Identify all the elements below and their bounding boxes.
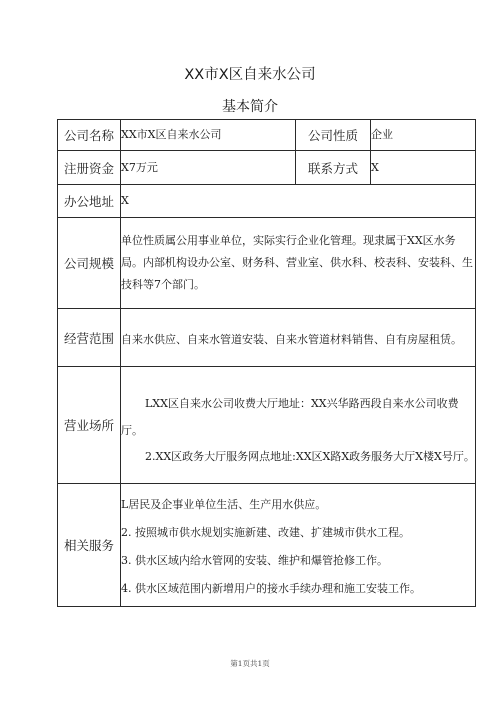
capital-value: X7万元: [121, 151, 296, 185]
document-subtitle: 基本简介: [222, 99, 278, 115]
business-hall-value: [121, 367, 476, 484]
business-hall-item: LXX区自来水公司收费大厅地址：XX兴华路西段自来水公司收费厅。: [121, 397, 459, 437]
operations-value: 自来水供应、自来水管道安装、自来水管道材料销售、自有房屋租赁。: [121, 309, 476, 367]
row-address: [58, 185, 476, 218]
company-info-table: [57, 119, 476, 607]
business-hall-item: 2.XX区政务大厅服务网点地址:XX区X路X政务服务大厅X楼X号厅。: [145, 450, 475, 464]
contact-value: X: [371, 151, 476, 185]
operations-label: 经营范围: [58, 309, 121, 367]
services-value: [121, 484, 476, 607]
service-item: 2. 按照城市供水规划实施新建、改建、扩建城市供水工程。: [121, 525, 410, 539]
service-item: 4. 供水区域范围内新增用户的接水手续办理和施工安装工作。: [121, 581, 421, 595]
row-scale: [58, 218, 476, 309]
service-item: L居民及企事业单位生活、生产用水供应。: [121, 497, 327, 511]
company-nature-label: 公司性质: [296, 120, 371, 151]
services-label: 相关服务: [58, 484, 121, 607]
scale-label: 公司规模: [58, 218, 121, 309]
row-services: [58, 484, 476, 607]
row-company-name: [58, 120, 476, 151]
scale-value: 单位性质属公用事业单位，实际实行企业化管理。现隶属于XX区水务局。内部机构设办公室、财务科、营业室、供水科、校表科、安装科、生技科等7个部门。: [121, 218, 476, 309]
company-name-label: 公司名称: [58, 120, 121, 151]
row-capital: [58, 151, 476, 185]
contact-label: 联系方式: [296, 151, 371, 185]
company-name-value: XX市X区自来水公司: [121, 120, 296, 151]
row-business-hall: [58, 367, 476, 484]
row-operations: [58, 309, 476, 367]
business-hall-label: 营业场所: [58, 367, 121, 484]
address-value: X: [121, 185, 476, 218]
company-nature-value: 企业: [371, 120, 476, 151]
service-item: 3. 供水区域内给水管网的安装、维护和爆管抢修工作。: [121, 553, 388, 567]
capital-label: 注册资金: [58, 151, 121, 185]
page-footer: 第1页共1页: [230, 659, 270, 668]
address-label: 办公地址: [58, 185, 121, 218]
document-title: XX市X区自来水公司: [184, 67, 316, 83]
